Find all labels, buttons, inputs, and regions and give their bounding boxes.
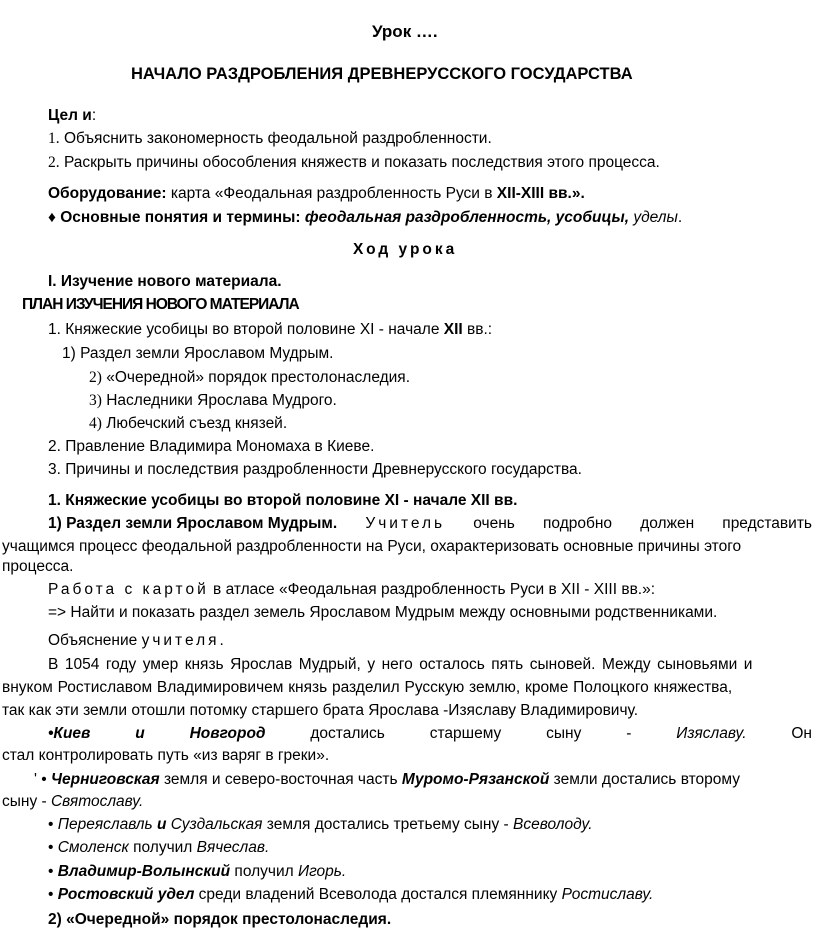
bullet-text: получил	[230, 863, 298, 880]
spaced-word: Учитель	[365, 515, 446, 532]
subitem-number: 2)	[89, 369, 102, 386]
equipment-line	[48, 184, 585, 204]
paragraph-1-line-1	[48, 514, 812, 534]
subitem-number: 3)	[89, 392, 102, 409]
bullet-word: •Киев	[48, 725, 91, 742]
plan-subitem-3	[89, 391, 337, 411]
bullet-emph: Муромо-Рязанской	[401, 771, 550, 788]
bullet-emph: Владимир-Волынский	[57, 863, 231, 880]
word: очень	[473, 515, 515, 532]
plan-item-2: 2. Правление Владимира Мономаха в Киеве.	[48, 438, 375, 455]
bullet-4	[48, 838, 269, 858]
goal-text: Раскрыть причины обособления княжеств и показать последствия этого процесса.	[63, 154, 660, 171]
bullet-word: и	[135, 725, 145, 742]
bullet-5	[48, 862, 346, 882]
equipment-label: Оборудование:	[48, 185, 167, 202]
bullet-text: среди владений Всеволода достался племяннику	[194, 886, 562, 903]
bullet-6	[48, 885, 653, 905]
subitem-text: «Очередной» порядок престолонаследия.	[101, 369, 410, 386]
bullet-1-line-1	[48, 724, 812, 744]
body-heading-2: 2) «Очередной» порядок престолонаследия.	[48, 911, 392, 928]
word: подробно	[543, 515, 613, 532]
subheading-bold: 1) Раздел земли Ярославом Мудрым.	[48, 515, 338, 532]
bullet-word: Изяславу.	[676, 725, 747, 742]
bullet-word: достались	[310, 725, 385, 742]
terms-bold-italic: феодальная раздробленность, усобицы,	[304, 209, 630, 226]
section-heading: I. Изучение нового материала.	[48, 273, 282, 290]
terms-label: ♦ Основные понятия и термины:	[48, 209, 305, 226]
bullet-word: Новгород	[189, 725, 266, 742]
bullet-word: старшему	[429, 725, 502, 742]
spaced-text: учителя	[141, 632, 220, 649]
explanation-line	[48, 631, 224, 651]
task-line: => Найти и показать раздел земель Ярославом Мудрым между основными родственниками.	[48, 604, 718, 621]
bullet-emph: Переяславль	[57, 816, 153, 833]
paragraph-2-line-1: В 1054 году умер князь Ярослав Мудрый, у него осталось пять сыновей. Между сыновьями и	[48, 656, 753, 673]
terms-italic: уделы	[629, 209, 678, 226]
plan-subitem-1: 1) Раздел земли Ярославом Мудрым.	[62, 345, 334, 362]
equipment-text: карта «Феодальная раздробленность Руси в	[166, 185, 497, 202]
bullet-emph: Вячеслав.	[196, 839, 270, 856]
paragraph-1-line-2: учащимся процесс феодальной раздробленности на Руси, охарактеризовать основные причины этого	[2, 538, 742, 555]
bullet-conj: и	[152, 816, 171, 833]
subitem-text: Любечский съезд князей.	[101, 415, 288, 432]
bullet-word: сыну	[546, 725, 582, 742]
goals-colon: :	[91, 107, 97, 124]
bullet-3	[48, 815, 593, 835]
lesson-label: Урок ….	[372, 22, 438, 41]
goals-label: Цел и	[48, 107, 92, 124]
bullet-emph: Игорь.	[297, 863, 347, 880]
course-title: Ход урока	[353, 241, 458, 258]
bullet-text: земля достались третьему сыну -	[262, 816, 514, 833]
goal-number: 2.	[48, 154, 60, 171]
spaced-text: Работа с картой	[48, 581, 209, 598]
subitem-number: 4)	[89, 415, 102, 432]
document-title: НАЧАЛО РАЗДРОБЛЕНИЯ ДРЕВНЕРУССКОГО ГОСУДАРСТВА	[131, 65, 633, 83]
plan-text: 1. Княжеские усобицы во второй половине XI - начале	[48, 321, 444, 338]
bullet-word: -	[626, 725, 632, 742]
map-work-line	[48, 580, 655, 600]
bullet-text: получил	[128, 839, 197, 856]
explanation-end: .	[219, 632, 224, 649]
plan-subitem-4	[89, 414, 287, 434]
bullet-text: земля и северо-восточная часть	[159, 771, 402, 788]
paragraph-2-line-2: внуком Ростиславом Владимировичем князь разделил Русскую землю, кроме Полоцкого княжества,	[2, 679, 733, 696]
equipment-centuries: XII-XIII вв.».	[496, 185, 585, 202]
bullet-emph: Ростовский удел	[57, 886, 195, 903]
bullet-mark: •	[48, 839, 58, 856]
bullet-mark: •	[48, 886, 58, 903]
goal-item-2	[48, 153, 660, 173]
bullet-emph: Ростиславу.	[561, 886, 654, 903]
bullet-emph: Суздальская	[170, 816, 263, 833]
bullet-1-line-2: стал контролировать путь «из варяг в греки».	[2, 747, 330, 764]
paragraph-2-line-3: так как эти земли отошли потомку старшего брата Ярослава -Изяславу Владимировичу.	[2, 702, 639, 719]
bullet-mark: •	[48, 816, 58, 833]
bullet-mark: •	[48, 863, 58, 880]
bullet-emph: Смоленск	[57, 839, 129, 856]
map-work-text: в атласе «Феодальная раздробленность Руси в XII - XIII вв.»:	[208, 581, 656, 598]
goal-number: 1.	[48, 130, 60, 147]
plan-item-3: 3. Причины и последствия раздробленности Древнерусского государства.	[48, 461, 582, 478]
bullet-2-line-2	[2, 792, 143, 812]
bullet-emph: Черниговская	[51, 771, 160, 788]
explanation-text: Объяснение	[48, 632, 142, 649]
goals-heading	[48, 106, 96, 126]
plan-century: XII	[443, 321, 463, 338]
goal-text: Объяснить закономерность феодальной раздробленности.	[63, 130, 492, 147]
bullet-text: сыну -	[2, 793, 51, 810]
bullet-word: Он	[791, 725, 812, 742]
plan-heading: ПЛАН ИЗУЧЕНИЯ НОВОГО МАТЕРИАЛА	[22, 296, 299, 313]
bullet-mark: ' •	[34, 771, 51, 788]
goal-item-1	[48, 129, 492, 149]
terms-line	[48, 208, 682, 228]
plan-text-end: вв.:	[462, 321, 493, 338]
word: представить	[722, 515, 812, 532]
bullet-emph: Всеволоду.	[513, 816, 593, 833]
body-heading-1: 1. Княжеские усобицы во второй половине XI - начале XII вв.	[48, 492, 518, 509]
paragraph-1-line-3: процесса.	[2, 558, 74, 575]
plan-item-1	[48, 320, 492, 340]
subitem-text: Наследники Ярослава Мудрого.	[101, 392, 337, 409]
bullet-2-line-1	[34, 770, 740, 790]
word: должен	[640, 515, 695, 532]
plan-subitem-2	[89, 368, 410, 388]
bullet-text: земли достались второму	[549, 771, 740, 788]
terms-end: .	[677, 209, 683, 226]
bullet-emph: Святославу.	[50, 793, 144, 810]
